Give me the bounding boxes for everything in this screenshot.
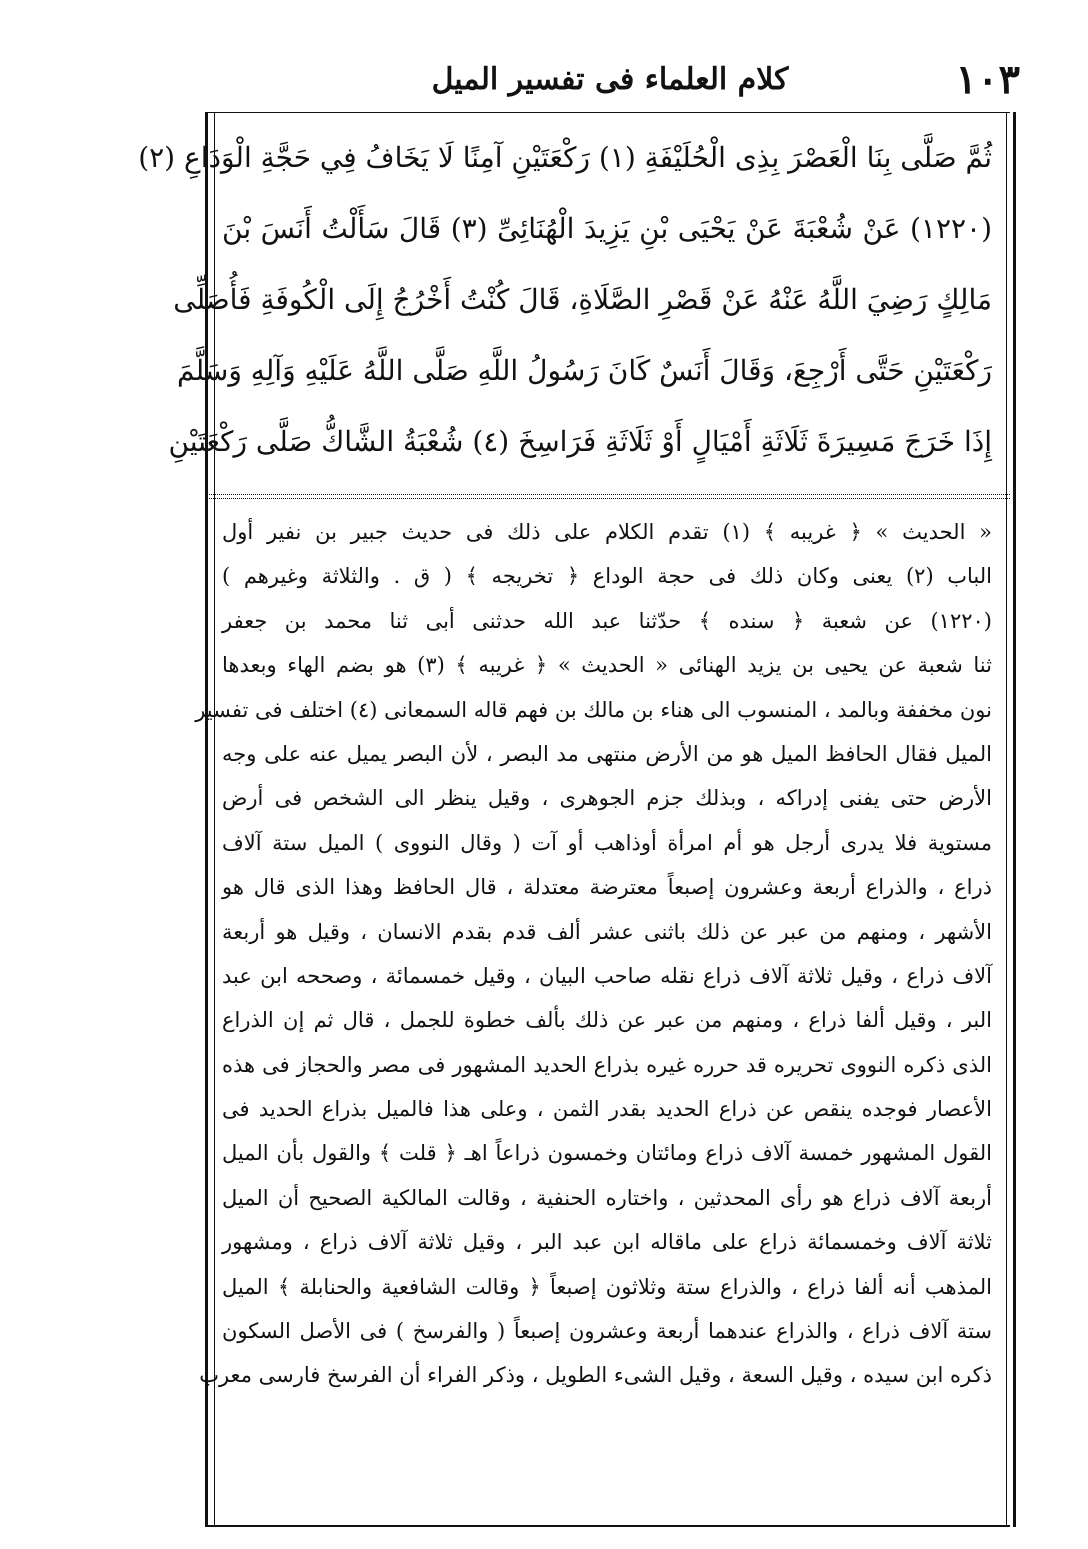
separator-rule	[205, 494, 1010, 495]
running-title: كلام العلماء فى تفسير الميل	[431, 62, 789, 97]
note-line: الميل فقال الحافظ الميل هو من الأرض منتهى مد البصر ، لأن البصر يميل عنه على وجه	[222, 741, 992, 766]
note-line: القول المشهور خمسة آلاف ذراع ومائتان وخمسون ذراعاً اهـ ﴿ قلت ﴾ والقول بأن الميل	[222, 1141, 992, 1166]
note-line: ثلاثة آلاف وخمسمائة ذراع على ماقاله ابن عبد البر ، وقيل ثلاثة آلاف ذراع ، ومشهور	[222, 1230, 992, 1255]
note-line: البر ، وقيل ألفا ذراع ، ومنهم من عبر عن ذلك بألف خطوة للجمل ، قال ثم إن الذراع	[222, 1008, 992, 1033]
note-line: ستة آلاف ذراع ، والذراع عندهما أربعة وعشرون إصبعاً ( والفرسخ ) فى الأصل السكون	[222, 1319, 992, 1344]
note-line: الأشهر ، ومنهم من عبر عن ذلك باثنى عشر ألف قدم بقدم الانسان ، وقيل هو أربعة	[222, 919, 992, 944]
page-header	[200, 52, 1020, 112]
note-line: (١٢٢٠) عن شعبة ﴿ سنده ﴾ حدّثنا عبد الله حدثنى أبى ثنا محمد بن جعفر	[222, 608, 992, 633]
note-line: الأعصار فوجده ينقص عن ذراع الحديد بقدر الثمن ، وعلى هذا فالميل بذراع الحديد فى	[222, 1097, 992, 1122]
note-line: ثنا شعبة عن يحيى بن يزيد الهنائى « الحديث » ﴿ غريبه ﴾ (٣) هو بضم الهاء وبعدها	[222, 653, 992, 678]
note-line: آلاف ذراع ، وقيل ثلاثة آلاف ذراع نقله صاحب البيان ، وقيل خمسمائة ، وصححه ابن عبد	[222, 963, 992, 988]
note-line: الأرض حتى يفنى إدراكه ، وبذلك جزم الجوهرى ، وقيل ينظر الى الشخص فى أرض	[222, 786, 992, 811]
note-line: الذى ذكره النووى تحريره قد حرره غيره بذراع الحديد المشهور فى مصر والحجاز فى هذه	[222, 1052, 992, 1077]
note-line: « الحديث » ﴿ غريبه ﴾ (١) تقدم الكلام على ذلك فى حديث جبير بن نفير أول	[222, 520, 992, 544]
hadith-line: رَكْعَتَيْنِ حَتَّى أَرْجِعَ، وَقَالَ أَنَسٌ كَانَ رَسُولُ اللَّهِ صَلَّى اللَّهُ عَلَيْهِ وَآلِهِ وَسَلَّمَ	[176, 354, 992, 387]
hadith-line: (١٢٢٠) عَنْ شُعْبَةَ عَنْ يَحْيَى بْنِ يَزِيدَ الْهُنَائِىِّ (٣) قَالَ سَأَلْتُ أَنَسَ بْنَ	[222, 212, 992, 245]
hadith-text	[138, 122, 992, 477]
commentary-notes	[195, 510, 993, 1398]
top-rule	[205, 112, 1010, 113]
hadith-line: ثُمَّ صَلَّى بِنَا الْعَصْرَ بِذِى الْحُلَيْفَةِ (١) رَكْعَتَيْنِ آمِنًا لَا يَخَافُ فِي حَجَّةِ الْوَدَاعِ (٢)	[138, 141, 992, 174]
separator-rule-2	[205, 498, 1010, 499]
page-number: ١٠٣	[955, 56, 1020, 103]
note-line: المذهب أنه ألفا ذراع ، والذراع ستة وثلاثون إصبعاً ﴿ وقالت الشافعية والحنابلة ﴾ الميل	[222, 1274, 992, 1299]
note-line: ذكره ابن سيده ، وقيل السعة ، وقيل الشىء الطويل ، وذكر الفراء أن الفرسخ فارسى معرب	[199, 1363, 992, 1388]
note-line: أربعة آلاف ذراع هو رأى المحدثين ، واختاره الحنفية ، وقالت المالكية الصحيح أن الميل	[222, 1185, 992, 1210]
note-line: نون مخففة وبالمد ، المنسوب الى هناء بن مالك بن فهم قاله السمعانى (٤) اختلف فى تفسير	[195, 697, 992, 722]
hadith-line: مَالِكٍ رَضِيَ اللَّهُ عَنْهُ عَنْ قَصْرِ الصَّلَاةِ، قَالَ كُنْتُ أَخْرُجُ إِلَى الْكُوفَةِ فَأُصَلِّى	[173, 283, 992, 316]
bottom-rule	[205, 1525, 1010, 1527]
note-line: مستوية فلا يدرى أرجل هو أم امرأة أوذاهب أو آت ( وقال النووى ) الميل ستة آلاف	[222, 830, 992, 855]
hadith-line: إِذَا خَرَجَ مَسِيرَةَ ثَلَاثَةِ أَمْيَالٍ أَوْ ثَلَاثَةِ فَرَاسِخَ (٤) شُعْبَةُ الشَّاكُّ صَلَّى رَكْعَتَيْنِ	[168, 425, 992, 458]
note-line: الباب (٢) يعنى وكان ذلك فى حجة الوداع ﴿ تخريجه ﴾ ( ق . والثلاثة وغيرهم )	[222, 564, 993, 589]
note-line: ذراع ، والذراع أربعة وعشرون إصبعاً معترضة معتدلة ، قال الحافظ وهذا الذى قال هو	[222, 875, 992, 900]
